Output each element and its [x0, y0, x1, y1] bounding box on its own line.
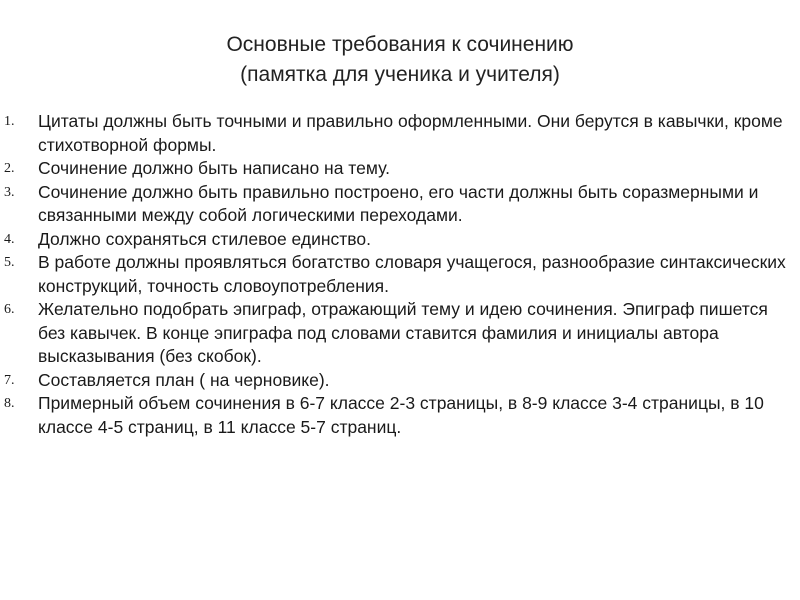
- page-title: [0, 30, 800, 90]
- title-line-1: Основные требования к сочинению: [226, 33, 574, 56]
- list-item-number: 5.: [4, 255, 15, 270]
- list-item: [0, 181, 790, 228]
- list-item-text: Сочинение должно быть правильно построено, его части должны быть соразмерными и связанными между собой логическими переходами.: [38, 181, 759, 225]
- list-item-number: 8.: [4, 396, 15, 411]
- list-item-text: Цитаты должны быть точными и правильно оформленными. Они берутся в кавычки, кроме стихотворной формы.: [38, 111, 783, 155]
- list-item: [0, 298, 790, 369]
- list-item-number: 3.: [4, 184, 15, 200]
- list-item-number: 7.: [4, 372, 15, 388]
- list-item-text: Желательно подобрать эпиграф, отражающий тему и идею сочинения. Эпиграф пишется без кавычек. В конце эпиграфа под словами ставится фамилия и инициалы автора высказывания (без скобок).: [38, 299, 768, 366]
- list-item-number: 2.: [4, 161, 15, 176]
- list-item: [0, 110, 790, 157]
- title-line-2: (памятка для ученика и учителя): [240, 63, 560, 86]
- list-item-text: Должно сохраняться стилевое единство.: [38, 228, 372, 249]
- list-item: [0, 157, 790, 181]
- list-item-number: 6.: [4, 302, 15, 317]
- list-item-text: Составляется план ( на черновике).: [38, 369, 330, 390]
- list-item-number: 1.: [4, 114, 15, 129]
- list-item-text: Примерный объем сочинения в 6-7 классе 2-3 страницы, в 8-9 классе 3-4 страницы, в 10 классе 4-5 страниц, в 11 классе 5-7 страниц.: [38, 393, 764, 437]
- list-item-text: В работе должны проявляться богатство словаря учащегося, разнообразие синтаксических конструкций, точность словоупотребления.: [38, 252, 786, 296]
- list-item-number: 4.: [4, 231, 15, 247]
- list-item: [0, 369, 790, 393]
- list-item: [0, 228, 790, 252]
- list-item: [0, 392, 790, 439]
- list-item-text: Сочинение должно быть написано на тему.: [38, 158, 390, 178]
- list-item: [0, 251, 790, 298]
- requirements-list: [0, 110, 790, 439]
